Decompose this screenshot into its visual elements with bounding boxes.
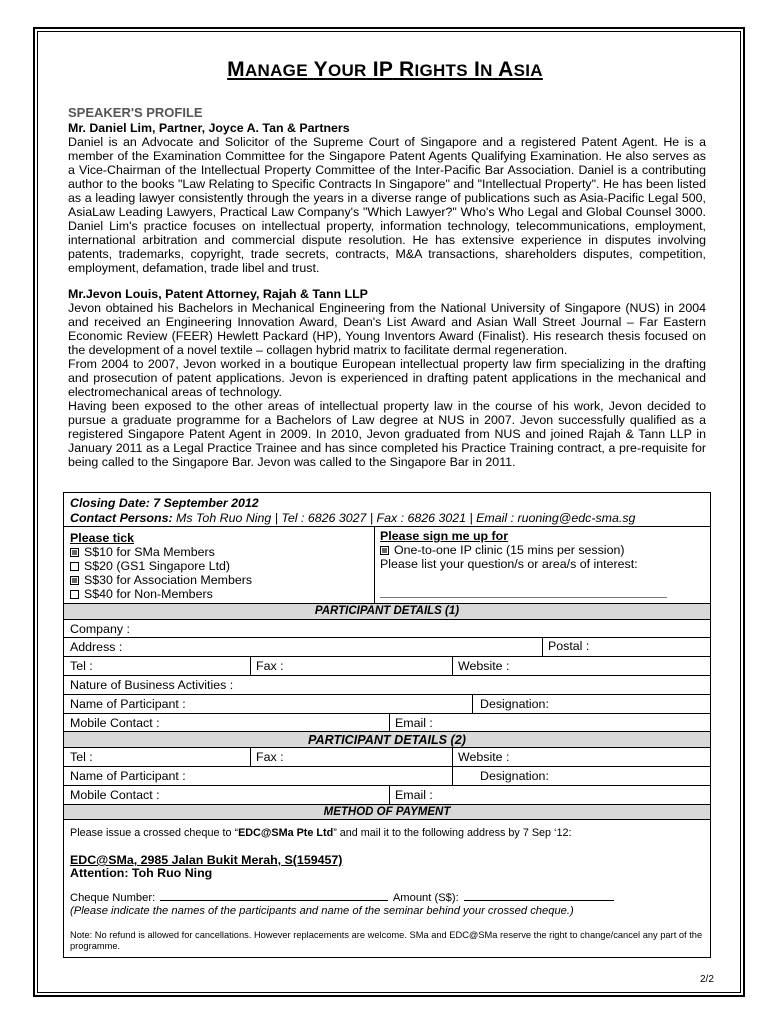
registration-form	[63, 492, 711, 958]
cheque-fields	[70, 892, 614, 904]
nature-row[interactable]	[64, 676, 710, 695]
fee-option-association[interactable]: S$30 for Association Members	[70, 573, 370, 587]
cheque-note: (Please indicate the names of the participants and name of the seminar behind your crossed cheque.)	[70, 905, 574, 917]
contact-row	[64, 493, 710, 527]
tel-fax-row-1[interactable]	[64, 657, 710, 676]
ip-clinic-option[interactable]: One-to-one IP clinic (15 mins per session)	[380, 543, 705, 557]
fee-option-gs1[interactable]: S$20 (GS1 Singapore Ltd)	[70, 559, 370, 573]
participant-name-row-2[interactable]	[64, 767, 710, 786]
speaker-profile	[68, 106, 706, 469]
tel-label: Tel :	[70, 659, 93, 673]
company-row[interactable]	[64, 620, 710, 638]
payment-heading: METHOD OF PAYMENT	[64, 804, 710, 820]
tel-label: Tel :	[70, 750, 93, 764]
fee-options	[70, 531, 370, 601]
speaker2-bio-1: Jevon obtained his Bachelors in Mechanical Engineering from the National University of Singapore (NUS) in 2004 and received an Engineering Innovation Award, Dean's List Award and Asian Wall Street Journal – Far Eastern Economic Review (FEER) Hewlett Packard (HP), Young Inventors Award (Finalist). His research thesis focused on the development of a novel textile – collagen hybrid matrix to facilitate dermal regeneration.	[68, 301, 706, 357]
speaker2-bio-2: From 2004 to 2007, Jevon worked in a boutique European intellectual property law firm specializing in the drafting and prosecution of patent applications. Jevon is experienced in drafting patent applications in the mechanical and electromechanical areas of technology.	[68, 357, 706, 399]
participant-1-heading: PARTICIPANT DETAILS (1)	[64, 604, 710, 620]
question-prompt: Please list your question/s or area/s of interest:	[380, 557, 638, 571]
please-tick-label: Please tick	[70, 531, 135, 545]
participant-2-heading: PARTICIPANT DETAILS (2)	[64, 731, 710, 748]
participant-name-label: Name of Participant :	[70, 697, 186, 711]
checkbox-icon[interactable]	[70, 548, 79, 557]
address-row[interactable]	[64, 638, 710, 657]
speaker1-bio: Daniel is an Advocate and Solicitor of the Supreme Court of Singapore and a registered Patent Agent. He is a member of the Examination Committee for the Singapore Patent Agents Qualifying Examination. He also serves as a Vice-Chairman of the Intellectual Property Committee of the Inter-Pacific Bar Association. Daniel is a contributing author to the books "Law Relating to Specific Contracts In Singapore" and "Intellectual Property". He has been listed as a leading lawyer consistently through the years in a diverse range of publications such as Asia-Pacific Legal 500, AsiaLaw Leading Lawyers, Practical Law Company's "Which Lawyer?" Who's Who Legal and Global Counsel 3000. Daniel Lim's practice focuses on intellectual property, information technology, telecommunications, employment, international arbitration and commercial dispute resolution. He has extensive experience in disputes involving patents, trademarks, copyright, trade secrets, contracts, M&A transactions, shareholders disputes, competition, employment, defamation, trade libel and trust.	[68, 135, 706, 275]
fax-label: Fax :	[256, 659, 284, 673]
mobile-row-2[interactable]	[64, 786, 710, 804]
speaker2-bio-3: Having been exposed to the other areas of intellectual property law in the course of his work, Jevon decided to pursue a graduate programme for a Bachelors of Law degree at NUS in 2007. Jevon successfully qualified as a registered Singapore Patent Agent in 2009. In 2010, Jevon graduated from NUS and joined Rajah & Tann LLP in January 2011 as a Legal Practice Trainee and has since completed his Practice Training contract, a pre-requisite for being called to the Singapore Bar. Jevon was called to the Singapore Bar in 2011.	[68, 399, 706, 469]
mobile-label: Mobile Contact :	[70, 715, 160, 730]
sign-up-heading: Please sign me up for	[380, 529, 509, 543]
cancellation-note: Note: No refund is allowed for cancellations. However replacements are welcome. SMa and EDC@SMa reserve the right to change/cancel any part of the programme.	[70, 930, 703, 951]
page-title: MANAGE YOUR IP RIGHTS IN ASIA	[227, 58, 543, 81]
checkbox-icon[interactable]	[70, 590, 79, 599]
participant-name-label: Name of Participant :	[70, 769, 186, 783]
designation-label: Designation:	[480, 769, 549, 783]
fee-option-non-member[interactable]: S$40 for Non-Members	[70, 587, 370, 601]
checkbox-icon[interactable]	[70, 562, 79, 571]
email-label: Email :	[395, 788, 433, 802]
checkbox-icon[interactable]	[70, 576, 79, 585]
sign-up-options	[380, 529, 705, 571]
options-row	[64, 527, 710, 604]
website-label: Website :	[458, 659, 510, 673]
address-label: Address :	[70, 640, 123, 654]
speaker-profile-heading: SPEAKER'S PROFILE	[68, 105, 203, 120]
attention-line: Attention: Toh Ruo Ning	[70, 866, 213, 880]
checkbox-icon[interactable]	[380, 546, 389, 555]
mobile-label: Mobile Contact :	[70, 788, 160, 802]
mobile-row-1[interactable]	[64, 714, 710, 731]
cheque-number-input[interactable]	[160, 900, 388, 901]
tel-fax-row-2[interactable]	[64, 748, 710, 767]
speaker1-name: Mr. Daniel Lim, Partner, Joyce A. Tan & Partners	[68, 121, 350, 135]
postal-label: Postal :	[548, 639, 590, 653]
cheque-number-label: Cheque Number:	[70, 892, 156, 904]
amount-label: Amount (S$):	[392, 892, 459, 904]
question-input-line[interactable]	[380, 597, 667, 598]
email-label: Email :	[395, 715, 433, 730]
designation-label: Designation:	[480, 697, 549, 711]
fee-option-sma[interactable]: S$10 for SMa Members	[70, 545, 370, 559]
participant-name-row-1[interactable]	[64, 695, 710, 714]
amount-input[interactable]	[464, 900, 614, 901]
page-number: 2/2	[700, 974, 714, 985]
fax-label: Fax :	[256, 750, 284, 764]
company-label: Company :	[70, 621, 130, 636]
speaker2-name: Mr.Jevon Louis, Patent Attorney, Rajah & Tann LLP	[68, 287, 368, 301]
contact-persons: Contact Persons: Ms Toh Ruo Ning | Tel : 6826 3027 | Fax : 6826 3021 | Email : ruoning@edc-sma.sg	[70, 511, 636, 525]
mailing-address: EDC@SMa, 2985 Jalan Bukit Merah, S(159457)	[70, 853, 343, 867]
closing-date: Closing Date: 7 September 2012	[70, 496, 259, 510]
payment-instruction: Please issue a crossed cheque to “EDC@SMa Pte Ltd” and mail it to the following address by 7 Sep ‘12:	[70, 827, 572, 839]
nature-label: Nature of Business Activities :	[70, 678, 234, 692]
website-label: Website :	[458, 750, 510, 764]
